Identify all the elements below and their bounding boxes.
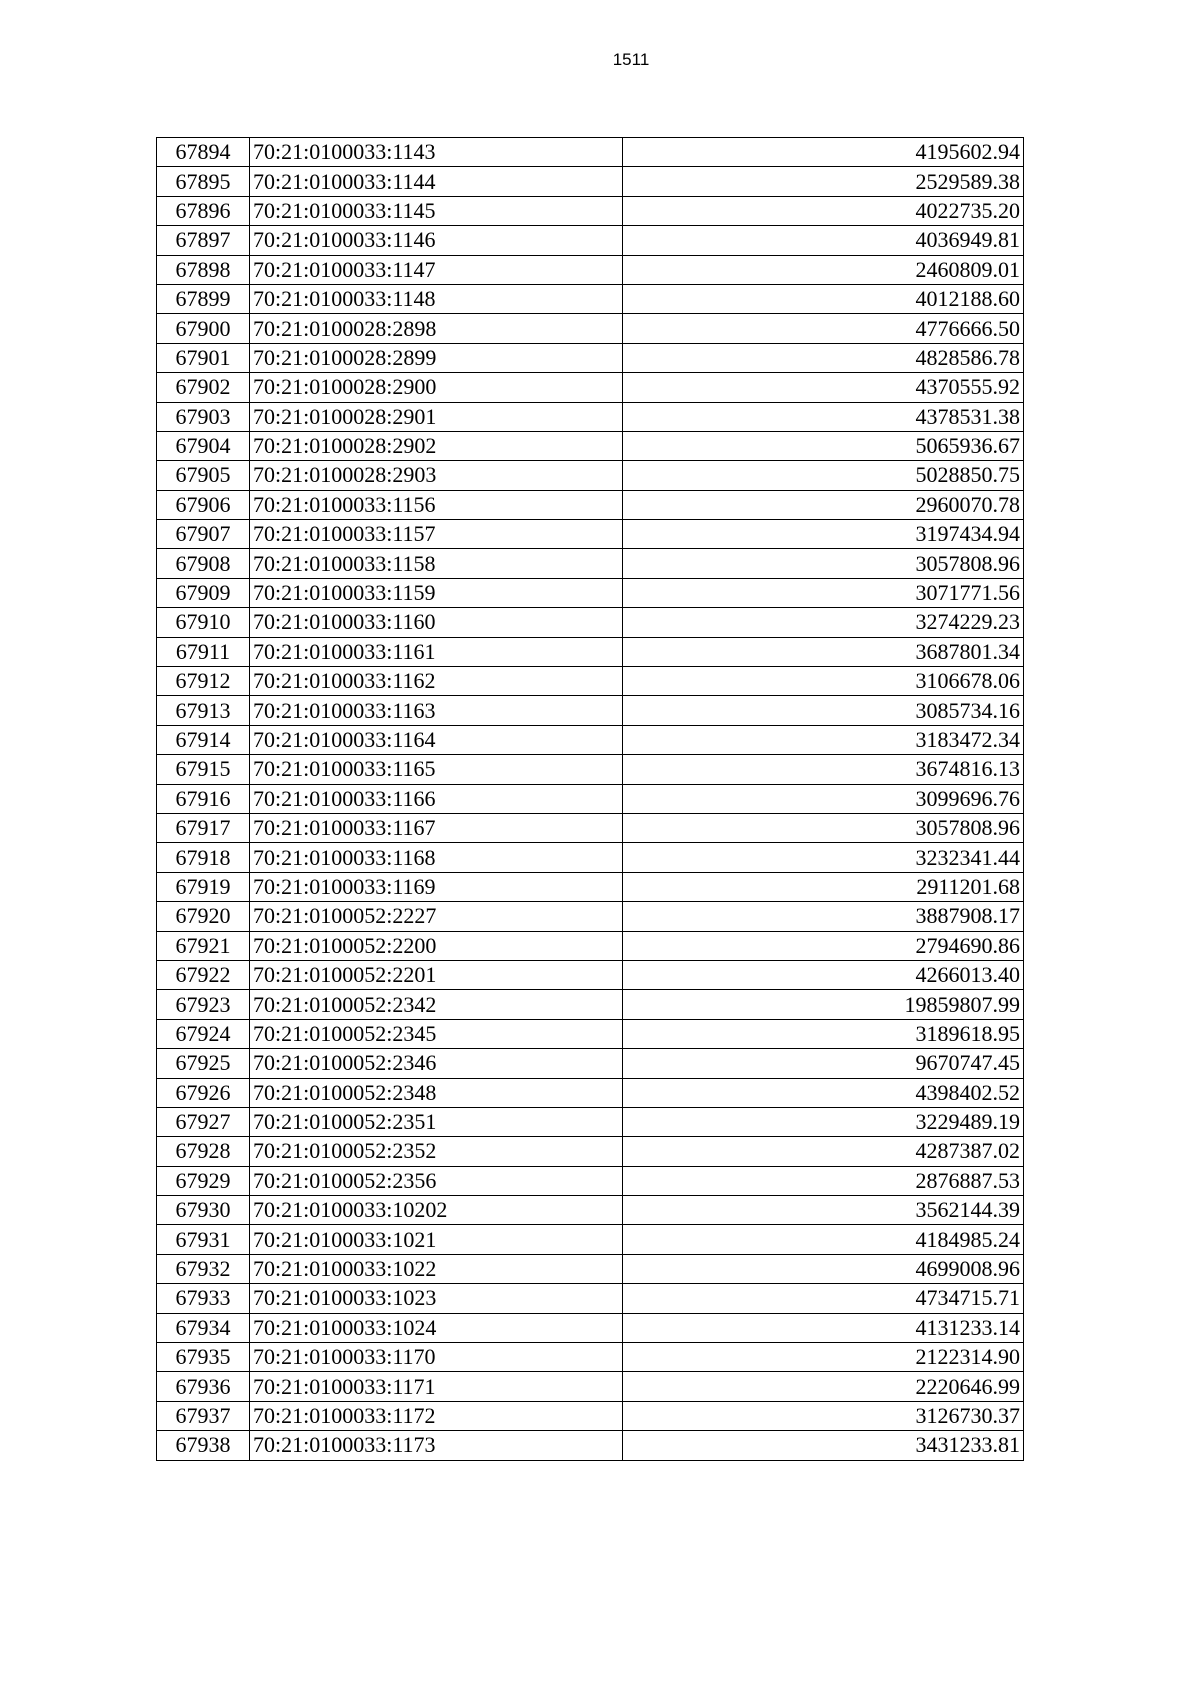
table-row <box>157 196 1024 225</box>
row-number-cell: 67922 <box>157 960 250 989</box>
cadastral-value-cell: 2960070.78 <box>623 490 1024 519</box>
cadastral-number-cell: 70:21:0100033:1159 <box>250 578 623 607</box>
table-row <box>157 696 1024 725</box>
row-number-cell: 67910 <box>157 608 250 637</box>
row-number-cell: 67933 <box>157 1284 250 1313</box>
cadastral-value-table <box>156 137 1024 1461</box>
table-body <box>157 138 1024 1461</box>
table-row <box>157 226 1024 255</box>
cadastral-number-cell: 70:21:0100033:1171 <box>250 1372 623 1401</box>
row-number-cell: 67932 <box>157 1254 250 1283</box>
row-number-cell: 67935 <box>157 1343 250 1372</box>
cadastral-number-cell: 70:21:0100033:1022 <box>250 1254 623 1283</box>
cadastral-number-cell: 70:21:0100052:2200 <box>250 931 623 960</box>
row-number-cell: 67925 <box>157 1049 250 1078</box>
table-row <box>157 343 1024 372</box>
cadastral-number-cell: 70:21:0100052:2356 <box>250 1166 623 1195</box>
cadastral-value-cell: 3099696.76 <box>623 784 1024 813</box>
table-row <box>157 813 1024 842</box>
cadastral-value-cell: 3071771.56 <box>623 578 1024 607</box>
table-row <box>157 872 1024 901</box>
table-row <box>157 931 1024 960</box>
row-number-cell: 67920 <box>157 902 250 931</box>
row-number-cell: 67917 <box>157 813 250 842</box>
table-row <box>157 637 1024 666</box>
cadastral-number-cell: 70:21:0100028:2898 <box>250 314 623 343</box>
row-number-cell: 67904 <box>157 431 250 460</box>
table-row <box>157 461 1024 490</box>
row-number-cell: 67936 <box>157 1372 250 1401</box>
cadastral-value-cell: 4370555.92 <box>623 373 1024 402</box>
cadastral-value-cell: 3057808.96 <box>623 549 1024 578</box>
row-number-cell: 67913 <box>157 696 250 725</box>
cadastral-number-cell: 70:21:0100028:2900 <box>250 373 623 402</box>
cadastral-number-cell: 70:21:0100033:1146 <box>250 226 623 255</box>
cadastral-value-cell: 2122314.90 <box>623 1343 1024 1372</box>
cadastral-number-cell: 70:21:0100033:1021 <box>250 1225 623 1254</box>
row-number-cell: 67923 <box>157 990 250 1019</box>
cadastral-value-cell: 4734715.71 <box>623 1284 1024 1313</box>
row-number-cell: 67906 <box>157 490 250 519</box>
table-row <box>157 1401 1024 1430</box>
cadastral-number-cell: 70:21:0100052:2351 <box>250 1107 623 1136</box>
cadastral-number-cell: 70:21:0100033:1161 <box>250 637 623 666</box>
cadastral-value-cell: 3229489.19 <box>623 1107 1024 1136</box>
row-number-cell: 67938 <box>157 1431 250 1460</box>
table-row <box>157 167 1024 196</box>
cadastral-number-cell: 70:21:0100033:1173 <box>250 1431 623 1460</box>
cadastral-value-cell: 2794690.86 <box>623 931 1024 960</box>
row-number-cell: 67896 <box>157 196 250 225</box>
table-row <box>157 138 1024 167</box>
cadastral-value-cell: 2220646.99 <box>623 1372 1024 1401</box>
table-row <box>157 960 1024 989</box>
cadastral-value-cell: 4378531.38 <box>623 402 1024 431</box>
cadastral-number-cell: 70:21:0100033:1147 <box>250 255 623 284</box>
cadastral-number-cell: 70:21:0100033:1162 <box>250 667 623 696</box>
row-number-cell: 67916 <box>157 784 250 813</box>
cadastral-number-cell: 70:21:0100052:2342 <box>250 990 623 1019</box>
row-number-cell: 67898 <box>157 255 250 284</box>
cadastral-value-cell: 3057808.96 <box>623 813 1024 842</box>
cadastral-value-cell: 3106678.06 <box>623 667 1024 696</box>
table-row <box>157 990 1024 1019</box>
cadastral-value-cell: 2460809.01 <box>623 255 1024 284</box>
row-number-cell: 67924 <box>157 1019 250 1048</box>
cadastral-value-cell: 3126730.37 <box>623 1401 1024 1430</box>
table-row <box>157 490 1024 519</box>
cadastral-value-cell: 3674816.13 <box>623 755 1024 784</box>
table-row <box>157 843 1024 872</box>
row-number-cell: 67903 <box>157 402 250 431</box>
cadastral-value-cell: 9670747.45 <box>623 1049 1024 1078</box>
table-row <box>157 255 1024 284</box>
row-number-cell: 67911 <box>157 637 250 666</box>
table-row <box>157 755 1024 784</box>
table-row <box>157 1196 1024 1225</box>
row-number-cell: 67914 <box>157 725 250 754</box>
table-row <box>157 667 1024 696</box>
row-number-cell: 67894 <box>157 138 250 167</box>
row-number-cell: 67919 <box>157 872 250 901</box>
row-number-cell: 67931 <box>157 1225 250 1254</box>
row-number-cell: 67927 <box>157 1107 250 1136</box>
cadastral-value-cell: 2911201.68 <box>623 872 1024 901</box>
table-row <box>157 520 1024 549</box>
table-row <box>157 1254 1024 1283</box>
cadastral-number-cell: 70:21:0100033:1165 <box>250 755 623 784</box>
cadastral-number-cell: 70:21:0100033:1023 <box>250 1284 623 1313</box>
table-row <box>157 314 1024 343</box>
cadastral-value-cell: 3232341.44 <box>623 843 1024 872</box>
cadastral-value-cell: 3562144.39 <box>623 1196 1024 1225</box>
cadastral-value-cell: 4699008.96 <box>623 1254 1024 1283</box>
cadastral-number-cell: 70:21:0100052:2345 <box>250 1019 623 1048</box>
cadastral-value-cell: 3085734.16 <box>623 696 1024 725</box>
table-row <box>157 902 1024 931</box>
cadastral-value-cell: 3887908.17 <box>623 902 1024 931</box>
cadastral-number-cell: 70:21:0100033:1169 <box>250 872 623 901</box>
cadastral-number-cell: 70:21:0100033:10202 <box>250 1196 623 1225</box>
cadastral-number-cell: 70:21:0100052:2201 <box>250 960 623 989</box>
row-number-cell: 67937 <box>157 1401 250 1430</box>
row-number-cell: 67895 <box>157 167 250 196</box>
cadastral-value-cell: 3274229.23 <box>623 608 1024 637</box>
cadastral-value-cell: 4287387.02 <box>623 1137 1024 1166</box>
cadastral-value-cell: 19859807.99 <box>623 990 1024 1019</box>
cadastral-value-cell: 5065936.67 <box>623 431 1024 460</box>
cadastral-number-cell: 70:21:0100033:1157 <box>250 520 623 549</box>
table-row <box>157 608 1024 637</box>
cadastral-value-cell: 4131233.14 <box>623 1313 1024 1342</box>
row-number-cell: 67899 <box>157 284 250 313</box>
cadastral-value-cell: 3197434.94 <box>623 520 1024 549</box>
cadastral-value-cell: 4022735.20 <box>623 196 1024 225</box>
table-row <box>157 1372 1024 1401</box>
cadastral-number-cell: 70:21:0100052:2352 <box>250 1137 623 1166</box>
cadastral-number-cell: 70:21:0100052:2346 <box>250 1049 623 1078</box>
cadastral-number-cell: 70:21:0100033:1163 <box>250 696 623 725</box>
table-row <box>157 1166 1024 1195</box>
cadastral-number-cell: 70:21:0100033:1143 <box>250 138 623 167</box>
page-number: 1511 <box>612 50 650 69</box>
table-row <box>157 402 1024 431</box>
row-number-cell: 67907 <box>157 520 250 549</box>
cadastral-value-cell: 4828586.78 <box>623 343 1024 372</box>
cadastral-value-cell: 5028850.75 <box>623 461 1024 490</box>
cadastral-number-cell: 70:21:0100033:1166 <box>250 784 623 813</box>
cadastral-number-cell: 70:21:0100052:2227 <box>250 902 623 931</box>
cadastral-number-cell: 70:21:0100028:2903 <box>250 461 623 490</box>
cadastral-value-cell: 4398402.52 <box>623 1078 1024 1107</box>
cadastral-value-cell: 3431233.81 <box>623 1431 1024 1460</box>
row-number-cell: 67926 <box>157 1078 250 1107</box>
cadastral-value-cell: 4184985.24 <box>623 1225 1024 1254</box>
table-row <box>157 549 1024 578</box>
row-number-cell: 67912 <box>157 667 250 696</box>
row-number-cell: 67909 <box>157 578 250 607</box>
table-row <box>157 1225 1024 1254</box>
table-row <box>157 1343 1024 1372</box>
cadastral-value-cell: 2876887.53 <box>623 1166 1024 1195</box>
cadastral-value-cell: 4266013.40 <box>623 960 1024 989</box>
table-row <box>157 1019 1024 1048</box>
cadastral-value-cell: 4036949.81 <box>623 226 1024 255</box>
row-number-cell: 67929 <box>157 1166 250 1195</box>
row-number-cell: 67915 <box>157 755 250 784</box>
table-row <box>157 1078 1024 1107</box>
table-row <box>157 373 1024 402</box>
table-row <box>157 1284 1024 1313</box>
table-row <box>157 784 1024 813</box>
row-number-cell: 67921 <box>157 931 250 960</box>
table-row <box>157 578 1024 607</box>
row-number-cell: 67897 <box>157 226 250 255</box>
cadastral-number-cell: 70:21:0100033:1160 <box>250 608 623 637</box>
table-row <box>157 1137 1024 1166</box>
cadastral-value-cell: 3189618.95 <box>623 1019 1024 1048</box>
cadastral-number-cell: 70:21:0100033:1164 <box>250 725 623 754</box>
cadastral-number-cell: 70:21:0100028:2899 <box>250 343 623 372</box>
cadastral-value-cell: 4012188.60 <box>623 284 1024 313</box>
table-row <box>157 1107 1024 1136</box>
row-number-cell: 67908 <box>157 549 250 578</box>
row-number-cell: 67901 <box>157 343 250 372</box>
cadastral-number-cell: 70:21:0100028:2901 <box>250 402 623 431</box>
row-number-cell: 67900 <box>157 314 250 343</box>
row-number-cell: 67934 <box>157 1313 250 1342</box>
cadastral-value-cell: 4776666.50 <box>623 314 1024 343</box>
row-number-cell: 67902 <box>157 373 250 402</box>
cadastral-number-cell: 70:21:0100033:1144 <box>250 167 623 196</box>
table-row <box>157 284 1024 313</box>
table-row <box>157 1313 1024 1342</box>
cadastral-value-cell: 4195602.94 <box>623 138 1024 167</box>
cadastral-number-cell: 70:21:0100033:1167 <box>250 813 623 842</box>
cadastral-number-cell: 70:21:0100052:2348 <box>250 1078 623 1107</box>
cadastral-number-cell: 70:21:0100033:1172 <box>250 1401 623 1430</box>
cadastral-number-cell: 70:21:0100033:1158 <box>250 549 623 578</box>
table-row <box>157 1049 1024 1078</box>
cadastral-number-cell: 70:21:0100033:1170 <box>250 1343 623 1372</box>
cadastral-value-cell: 3183472.34 <box>623 725 1024 754</box>
table-row <box>157 725 1024 754</box>
cadastral-number-cell: 70:21:0100033:1156 <box>250 490 623 519</box>
row-number-cell: 67928 <box>157 1137 250 1166</box>
cadastral-number-cell: 70:21:0100033:1148 <box>250 284 623 313</box>
cadastral-value-cell: 2529589.38 <box>623 167 1024 196</box>
cadastral-number-cell: 70:21:0100033:1168 <box>250 843 623 872</box>
row-number-cell: 67930 <box>157 1196 250 1225</box>
cadastral-value-cell: 3687801.34 <box>623 637 1024 666</box>
table-row <box>157 431 1024 460</box>
cadastral-number-cell: 70:21:0100033:1024 <box>250 1313 623 1342</box>
cadastral-number-cell: 70:21:0100028:2902 <box>250 431 623 460</box>
table-row <box>157 1431 1024 1460</box>
row-number-cell: 67918 <box>157 843 250 872</box>
row-number-cell: 67905 <box>157 461 250 490</box>
cadastral-number-cell: 70:21:0100033:1145 <box>250 196 623 225</box>
